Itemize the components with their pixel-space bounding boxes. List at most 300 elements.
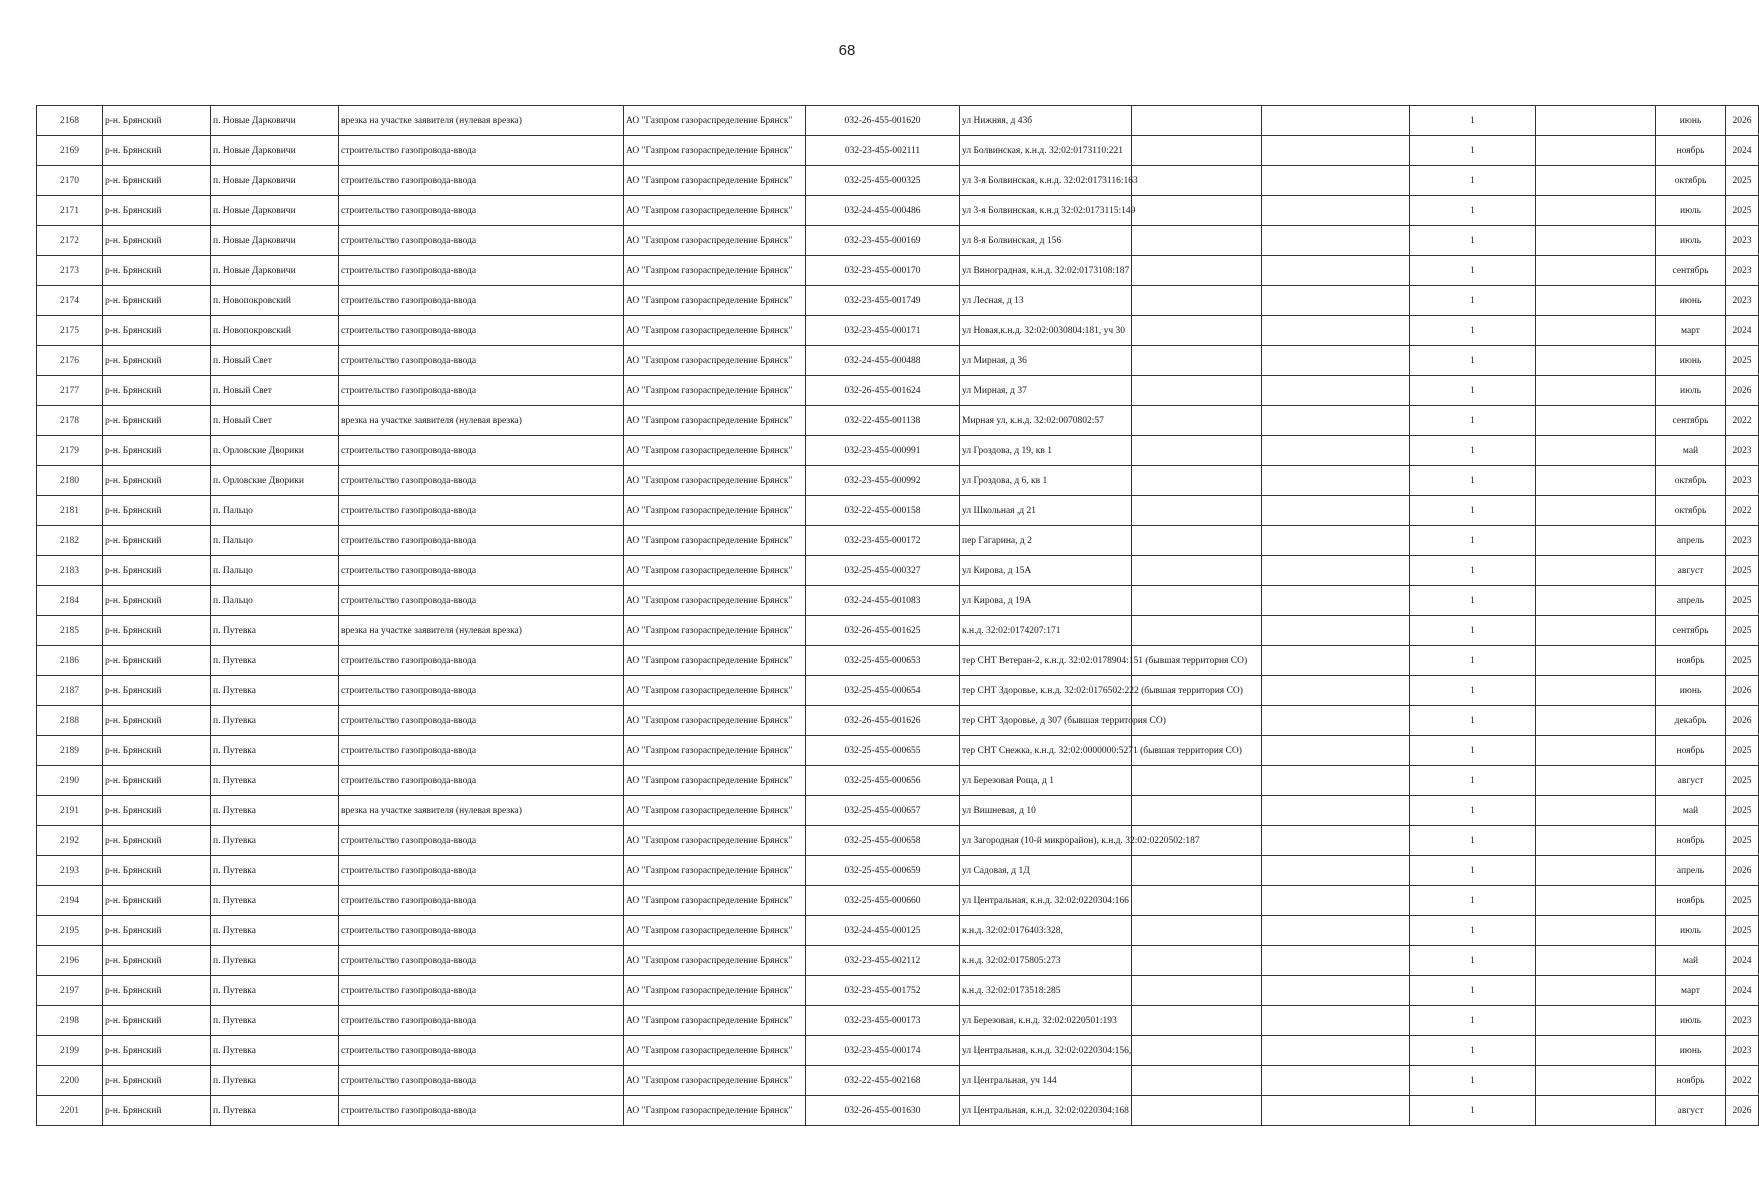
organization-cell: АО "Газпром газораспределение Брянск" <box>624 166 806 196</box>
row-number: 2172 <box>37 226 103 256</box>
empty-cell <box>1132 976 1262 1006</box>
region-cell: р-н. Брянский <box>103 886 211 916</box>
table-row <box>37 256 1759 286</box>
settlement-cell: п. Новый Свет <box>211 346 339 376</box>
quantity-cell: 1 <box>1410 106 1536 136</box>
settlement-cell: п. Путевка <box>211 616 339 646</box>
organization-cell: АО "Газпром газораспределение Брянск" <box>624 1096 806 1126</box>
table-body <box>37 106 1759 1126</box>
month-cell: май <box>1656 946 1726 976</box>
row-number: 2176 <box>37 346 103 376</box>
row-number: 2187 <box>37 676 103 706</box>
settlement-cell: п. Путевка <box>211 886 339 916</box>
table-row <box>37 946 1759 976</box>
work-type-cell: строительство газопровода-ввода <box>339 136 624 166</box>
year-cell: 2023 <box>1726 226 1759 256</box>
month-cell: ноябрь <box>1656 1066 1726 1096</box>
organization-cell: АО "Газпром газораспределение Брянск" <box>624 346 806 376</box>
settlement-cell: п. Путевка <box>211 796 339 826</box>
work-type-cell: строительство газопровода-ввода <box>339 676 624 706</box>
settlement-cell: п. Пальцо <box>211 496 339 526</box>
quantity-cell: 1 <box>1410 826 1536 856</box>
table-row <box>37 346 1759 376</box>
empty-cell <box>1262 736 1410 766</box>
empty-cell <box>1536 136 1656 166</box>
empty-cell <box>1536 946 1656 976</box>
work-type-cell: строительство газопровода-ввода <box>339 166 624 196</box>
empty-cell <box>1262 106 1410 136</box>
application-code-cell: 032-25-455-000653 <box>806 646 960 676</box>
address-cell: ул Новая,к.н.д. 32:02:0030804:181, уч 30 <box>960 316 1132 346</box>
row-number: 2193 <box>37 856 103 886</box>
table-row <box>37 586 1759 616</box>
settlement-cell: п. Новые Дарковичи <box>211 226 339 256</box>
year-cell: 2024 <box>1726 136 1759 166</box>
empty-cell <box>1536 556 1656 586</box>
address-cell: пер Гагарина, д 2 <box>960 526 1132 556</box>
application-code-cell: 032-23-455-001749 <box>806 286 960 316</box>
quantity-cell: 1 <box>1410 916 1536 946</box>
organization-cell: АО "Газпром газораспределение Брянск" <box>624 1036 806 1066</box>
work-type-cell: строительство газопровода-ввода <box>339 916 624 946</box>
row-number: 2186 <box>37 646 103 676</box>
empty-cell <box>1262 436 1410 466</box>
organization-cell: АО "Газпром газораспределение Брянск" <box>624 1006 806 1036</box>
empty-cell <box>1536 586 1656 616</box>
empty-cell <box>1262 706 1410 736</box>
application-code-cell: 032-23-455-002112 <box>806 946 960 976</box>
application-code-cell: 032-25-455-000660 <box>806 886 960 916</box>
organization-cell: АО "Газпром газораспределение Брянск" <box>624 676 806 706</box>
month-cell: июль <box>1656 916 1726 946</box>
application-code-cell: 032-23-455-002111 <box>806 136 960 166</box>
row-number: 2170 <box>37 166 103 196</box>
empty-cell <box>1132 916 1262 946</box>
empty-cell <box>1262 1036 1410 1066</box>
work-type-cell: врезка на участке заявителя (нулевая врезка) <box>339 616 624 646</box>
month-cell: май <box>1656 436 1726 466</box>
year-cell: 2025 <box>1726 916 1759 946</box>
empty-cell <box>1132 526 1262 556</box>
row-number: 2188 <box>37 706 103 736</box>
quantity-cell: 1 <box>1410 646 1536 676</box>
empty-cell <box>1132 436 1262 466</box>
empty-cell <box>1262 196 1410 226</box>
row-number: 2195 <box>37 916 103 946</box>
organization-cell: АО "Газпром газораспределение Брянск" <box>624 976 806 1006</box>
empty-cell <box>1132 946 1262 976</box>
quantity-cell: 1 <box>1410 1006 1536 1036</box>
settlement-cell: п. Путевка <box>211 1006 339 1036</box>
table-row <box>37 556 1759 586</box>
month-cell: май <box>1656 796 1726 826</box>
year-cell: 2023 <box>1726 1036 1759 1066</box>
address-cell: ул Центральная, к.н.д. 32:02:0220304:156, <box>960 1036 1132 1066</box>
empty-cell <box>1262 406 1410 436</box>
empty-cell <box>1132 346 1262 376</box>
work-type-cell: строительство газопровода-ввода <box>339 766 624 796</box>
month-cell: ноябрь <box>1656 736 1726 766</box>
application-code-cell: 032-25-455-000654 <box>806 676 960 706</box>
quantity-cell: 1 <box>1410 166 1536 196</box>
empty-cell <box>1536 496 1656 526</box>
quantity-cell: 1 <box>1410 736 1536 766</box>
row-number: 2181 <box>37 496 103 526</box>
year-cell: 2025 <box>1726 556 1759 586</box>
table-row <box>37 1096 1759 1126</box>
settlement-cell: п. Путевка <box>211 826 339 856</box>
table-row <box>37 286 1759 316</box>
region-cell: р-н. Брянский <box>103 226 211 256</box>
quantity-cell: 1 <box>1410 796 1536 826</box>
settlement-cell: п. Новый Свет <box>211 406 339 436</box>
address-cell: ул Гроздова, д 19, кв 1 <box>960 436 1132 466</box>
work-type-cell: строительство газопровода-ввода <box>339 946 624 976</box>
work-type-cell: строительство газопровода-ввода <box>339 1066 624 1096</box>
region-cell: р-н. Брянский <box>103 1036 211 1066</box>
region-cell: р-н. Брянский <box>103 976 211 1006</box>
work-type-cell: строительство газопровода-ввода <box>339 196 624 226</box>
region-cell: р-н. Брянский <box>103 1066 211 1096</box>
empty-cell <box>1536 676 1656 706</box>
month-cell: декабрь <box>1656 706 1726 736</box>
year-cell: 2025 <box>1726 586 1759 616</box>
address-cell: ул Кирова, д 19А <box>960 586 1132 616</box>
settlement-cell: п. Новопокровский <box>211 316 339 346</box>
empty-cell <box>1262 526 1410 556</box>
address-cell: ул Лесная, д 13 <box>960 286 1132 316</box>
quantity-cell: 1 <box>1410 496 1536 526</box>
empty-cell <box>1132 136 1262 166</box>
address-cell: ул Гроздова, д 6, кв 1 <box>960 466 1132 496</box>
year-cell: 2024 <box>1726 946 1759 976</box>
region-cell: р-н. Брянский <box>103 196 211 226</box>
month-cell: сентябрь <box>1656 256 1726 286</box>
year-cell: 2023 <box>1726 256 1759 286</box>
row-number: 2169 <box>37 136 103 166</box>
address-cell: Мирная ул, к.н.д. 32:02:0070802:57 <box>960 406 1132 436</box>
empty-cell <box>1536 646 1656 676</box>
settlement-cell: п. Пальцо <box>211 586 339 616</box>
application-code-cell: 032-22-455-002168 <box>806 1066 960 1096</box>
empty-cell <box>1262 226 1410 256</box>
region-cell: р-н. Брянский <box>103 256 211 286</box>
month-cell: ноябрь <box>1656 136 1726 166</box>
region-cell: р-н. Брянский <box>103 316 211 346</box>
quantity-cell: 1 <box>1410 976 1536 1006</box>
application-code-cell: 032-23-455-000169 <box>806 226 960 256</box>
quantity-cell: 1 <box>1410 676 1536 706</box>
table-row <box>37 886 1759 916</box>
year-cell: 2026 <box>1726 856 1759 886</box>
table-row <box>37 916 1759 946</box>
empty-cell <box>1536 856 1656 886</box>
empty-cell <box>1132 1006 1262 1036</box>
quantity-cell: 1 <box>1410 586 1536 616</box>
organization-cell: АО "Газпром газораспределение Брянск" <box>624 916 806 946</box>
settlement-cell: п. Новые Дарковичи <box>211 196 339 226</box>
organization-cell: АО "Газпром газораспределение Брянск" <box>624 316 806 346</box>
address-cell: ул Березовая Роща, д 1 <box>960 766 1132 796</box>
empty-cell <box>1262 946 1410 976</box>
row-number: 2178 <box>37 406 103 436</box>
application-code-cell: 032-25-455-000325 <box>806 166 960 196</box>
region-cell: р-н. Брянский <box>103 406 211 436</box>
empty-cell <box>1262 376 1410 406</box>
month-cell: сентябрь <box>1656 616 1726 646</box>
settlement-cell: п. Новопокровский <box>211 286 339 316</box>
empty-cell <box>1132 1036 1262 1066</box>
empty-cell <box>1262 976 1410 1006</box>
region-cell: р-н. Брянский <box>103 676 211 706</box>
empty-cell <box>1132 406 1262 436</box>
empty-cell <box>1132 1096 1262 1126</box>
month-cell: июль <box>1656 226 1726 256</box>
year-cell: 2026 <box>1726 706 1759 736</box>
address-cell: тер СНТ Здоровье, к.н.д. 32:02:0176502:222 (бывшая территория СО) <box>960 676 1132 706</box>
empty-cell <box>1262 256 1410 286</box>
work-type-cell: строительство газопровода-ввода <box>339 436 624 466</box>
work-type-cell: строительство газопровода-ввода <box>339 496 624 526</box>
empty-cell <box>1262 1006 1410 1036</box>
region-cell: р-н. Брянский <box>103 826 211 856</box>
empty-cell <box>1536 706 1656 736</box>
region-cell: р-н. Брянский <box>103 796 211 826</box>
region-cell: р-н. Брянский <box>103 766 211 796</box>
row-number: 2192 <box>37 826 103 856</box>
year-cell: 2023 <box>1726 526 1759 556</box>
quantity-cell: 1 <box>1410 436 1536 466</box>
work-type-cell: строительство газопровода-ввода <box>339 1006 624 1036</box>
empty-cell <box>1262 766 1410 796</box>
empty-cell <box>1536 226 1656 256</box>
application-code-cell: 032-26-455-001624 <box>806 376 960 406</box>
table-row <box>37 616 1759 646</box>
table-row <box>37 856 1759 886</box>
empty-cell <box>1262 166 1410 196</box>
application-code-cell: 032-25-455-000656 <box>806 766 960 796</box>
work-type-cell: строительство газопровода-ввода <box>339 586 624 616</box>
quantity-cell: 1 <box>1410 346 1536 376</box>
quantity-cell: 1 <box>1410 136 1536 166</box>
empty-cell <box>1262 916 1410 946</box>
year-cell: 2025 <box>1726 346 1759 376</box>
quantity-cell: 1 <box>1410 316 1536 346</box>
empty-cell <box>1262 616 1410 646</box>
work-type-cell: строительство газопровода-ввода <box>339 226 624 256</box>
month-cell: июль <box>1656 1006 1726 1036</box>
row-number: 2201 <box>37 1096 103 1126</box>
organization-cell: АО "Газпром газораспределение Брянск" <box>624 466 806 496</box>
application-code-cell: 032-24-455-000125 <box>806 916 960 946</box>
month-cell: март <box>1656 316 1726 346</box>
year-cell: 2025 <box>1726 646 1759 676</box>
empty-cell <box>1536 526 1656 556</box>
address-cell: к.н.д. 32:02:0173518:285 <box>960 976 1132 1006</box>
settlement-cell: п. Путевка <box>211 676 339 706</box>
month-cell: сентябрь <box>1656 406 1726 436</box>
month-cell: апрель <box>1656 856 1726 886</box>
application-code-cell: 032-25-455-000659 <box>806 856 960 886</box>
organization-cell: АО "Газпром газораспределение Брянск" <box>624 946 806 976</box>
empty-cell <box>1536 1096 1656 1126</box>
organization-cell: АО "Газпром газораспределение Брянск" <box>624 736 806 766</box>
empty-cell <box>1536 976 1656 1006</box>
table-row <box>37 976 1759 1006</box>
table-row <box>37 406 1759 436</box>
address-cell: к.н.д. 32:02:0176403:328, <box>960 916 1132 946</box>
organization-cell: АО "Газпром газораспределение Брянск" <box>624 616 806 646</box>
address-cell: ул Мирная, д 36 <box>960 346 1132 376</box>
row-number: 2185 <box>37 616 103 646</box>
table-row <box>37 226 1759 256</box>
row-number: 2183 <box>37 556 103 586</box>
address-cell: ул Центральная, уч 144 <box>960 1066 1132 1096</box>
empty-cell <box>1262 886 1410 916</box>
settlement-cell: п. Новый Свет <box>211 376 339 406</box>
empty-cell <box>1536 406 1656 436</box>
year-cell: 2025 <box>1726 766 1759 796</box>
application-code-cell: 032-23-455-000172 <box>806 526 960 556</box>
empty-cell <box>1536 166 1656 196</box>
work-type-cell: врезка на участке заявителя (нулевая врезка) <box>339 406 624 436</box>
month-cell: октябрь <box>1656 466 1726 496</box>
empty-cell <box>1262 1066 1410 1096</box>
year-cell: 2025 <box>1726 166 1759 196</box>
address-cell: ул Центральная, к.н.д. 32:02:0220304:166 <box>960 886 1132 916</box>
table-row <box>37 646 1759 676</box>
row-number: 2179 <box>37 436 103 466</box>
month-cell: апрель <box>1656 526 1726 556</box>
application-code-cell: 032-23-455-001752 <box>806 976 960 1006</box>
region-cell: р-н. Брянский <box>103 1096 211 1126</box>
organization-cell: АО "Газпром газораспределение Брянск" <box>624 706 806 736</box>
application-code-cell: 032-23-455-000991 <box>806 436 960 466</box>
empty-cell <box>1536 436 1656 466</box>
quantity-cell: 1 <box>1410 886 1536 916</box>
row-number: 2190 <box>37 766 103 796</box>
month-cell: март <box>1656 976 1726 1006</box>
table-row <box>37 526 1759 556</box>
work-type-cell: строительство газопровода-ввода <box>339 886 624 916</box>
quantity-cell: 1 <box>1410 466 1536 496</box>
month-cell: август <box>1656 1096 1726 1126</box>
application-code-cell: 032-25-455-000327 <box>806 556 960 586</box>
table-row <box>37 436 1759 466</box>
application-code-cell: 032-23-455-000992 <box>806 466 960 496</box>
region-cell: р-н. Брянский <box>103 436 211 466</box>
quantity-cell: 1 <box>1410 556 1536 586</box>
row-number: 2196 <box>37 946 103 976</box>
region-cell: р-н. Брянский <box>103 646 211 676</box>
organization-cell: АО "Газпром газораспределение Брянск" <box>624 766 806 796</box>
organization-cell: АО "Газпром газораспределение Брянск" <box>624 136 806 166</box>
row-number: 2175 <box>37 316 103 346</box>
settlement-cell: п. Орловские Дворики <box>211 466 339 496</box>
address-cell: ул 3-я Болвинская, к.н.д 32:02:0173115:149 <box>960 196 1132 226</box>
work-type-cell: строительство газопровода-ввода <box>339 856 624 886</box>
year-cell: 2023 <box>1726 1006 1759 1036</box>
empty-cell <box>1536 766 1656 796</box>
quantity-cell: 1 <box>1410 706 1536 736</box>
month-cell: август <box>1656 766 1726 796</box>
organization-cell: АО "Газпром газораспределение Брянск" <box>624 586 806 616</box>
empty-cell <box>1262 556 1410 586</box>
month-cell: июнь <box>1656 286 1726 316</box>
organization-cell: АО "Газпром газораспределение Брянск" <box>624 436 806 466</box>
application-code-cell: 032-24-455-001083 <box>806 586 960 616</box>
row-number: 2168 <box>37 106 103 136</box>
organization-cell: АО "Газпром газораспределение Брянск" <box>624 796 806 826</box>
empty-cell <box>1536 916 1656 946</box>
region-cell: р-н. Брянский <box>103 496 211 526</box>
empty-cell <box>1132 586 1262 616</box>
work-type-cell: строительство газопровода-ввода <box>339 826 624 856</box>
quantity-cell: 1 <box>1410 766 1536 796</box>
table-row <box>37 316 1759 346</box>
application-code-cell: 032-23-455-000174 <box>806 1036 960 1066</box>
empty-cell <box>1262 286 1410 316</box>
settlement-cell: п. Новые Дарковичи <box>211 166 339 196</box>
month-cell: август <box>1656 556 1726 586</box>
year-cell: 2025 <box>1726 886 1759 916</box>
empty-cell <box>1536 286 1656 316</box>
address-cell: ул Мирная, д 37 <box>960 376 1132 406</box>
table-row <box>37 676 1759 706</box>
region-cell: р-н. Брянский <box>103 166 211 196</box>
address-cell: ул Садовая, д 1Д <box>960 856 1132 886</box>
settlement-cell: п. Пальцо <box>211 526 339 556</box>
empty-cell <box>1536 466 1656 496</box>
table-row <box>37 1036 1759 1066</box>
application-code-cell: 032-23-455-000170 <box>806 256 960 286</box>
organization-cell: АО "Газпром газораспределение Брянск" <box>624 196 806 226</box>
quantity-cell: 1 <box>1410 526 1536 556</box>
region-cell: р-н. Брянский <box>103 916 211 946</box>
table-row <box>37 1066 1759 1096</box>
application-code-cell: 032-26-455-001626 <box>806 706 960 736</box>
quantity-cell: 1 <box>1410 1036 1536 1066</box>
work-type-cell: строительство газопровода-ввода <box>339 466 624 496</box>
month-cell: ноябрь <box>1656 646 1726 676</box>
work-type-cell: строительство газопровода-ввода <box>339 346 624 376</box>
work-type-cell: строительство газопровода-ввода <box>339 316 624 346</box>
settlement-cell: п. Путевка <box>211 1066 339 1096</box>
settlement-cell: п. Путевка <box>211 1036 339 1066</box>
year-cell: 2025 <box>1726 826 1759 856</box>
organization-cell: АО "Газпром газораспределение Брянск" <box>624 886 806 916</box>
month-cell: апрель <box>1656 586 1726 616</box>
organization-cell: АО "Газпром газораспределение Брянск" <box>624 256 806 286</box>
address-cell: ул Загородная (10-й микрорайон), к.н.д. 32:02:0220502:187 <box>960 826 1132 856</box>
year-cell: 2025 <box>1726 796 1759 826</box>
address-cell: ул Кирова, д 15А <box>960 556 1132 586</box>
empty-cell <box>1132 856 1262 886</box>
work-type-cell: строительство газопровода-ввода <box>339 286 624 316</box>
year-cell: 2026 <box>1726 376 1759 406</box>
table-row <box>37 736 1759 766</box>
table-row <box>37 106 1759 136</box>
address-cell: ул Нижняя, д 43б <box>960 106 1132 136</box>
row-number: 2174 <box>37 286 103 316</box>
settlement-cell: п. Орловские Дворики <box>211 436 339 466</box>
empty-cell <box>1262 796 1410 826</box>
year-cell: 2024 <box>1726 316 1759 346</box>
application-code-cell: 032-26-455-001630 <box>806 1096 960 1126</box>
empty-cell <box>1536 886 1656 916</box>
settlement-cell: п. Путевка <box>211 646 339 676</box>
settlement-cell: п. Новые Дарковичи <box>211 256 339 286</box>
